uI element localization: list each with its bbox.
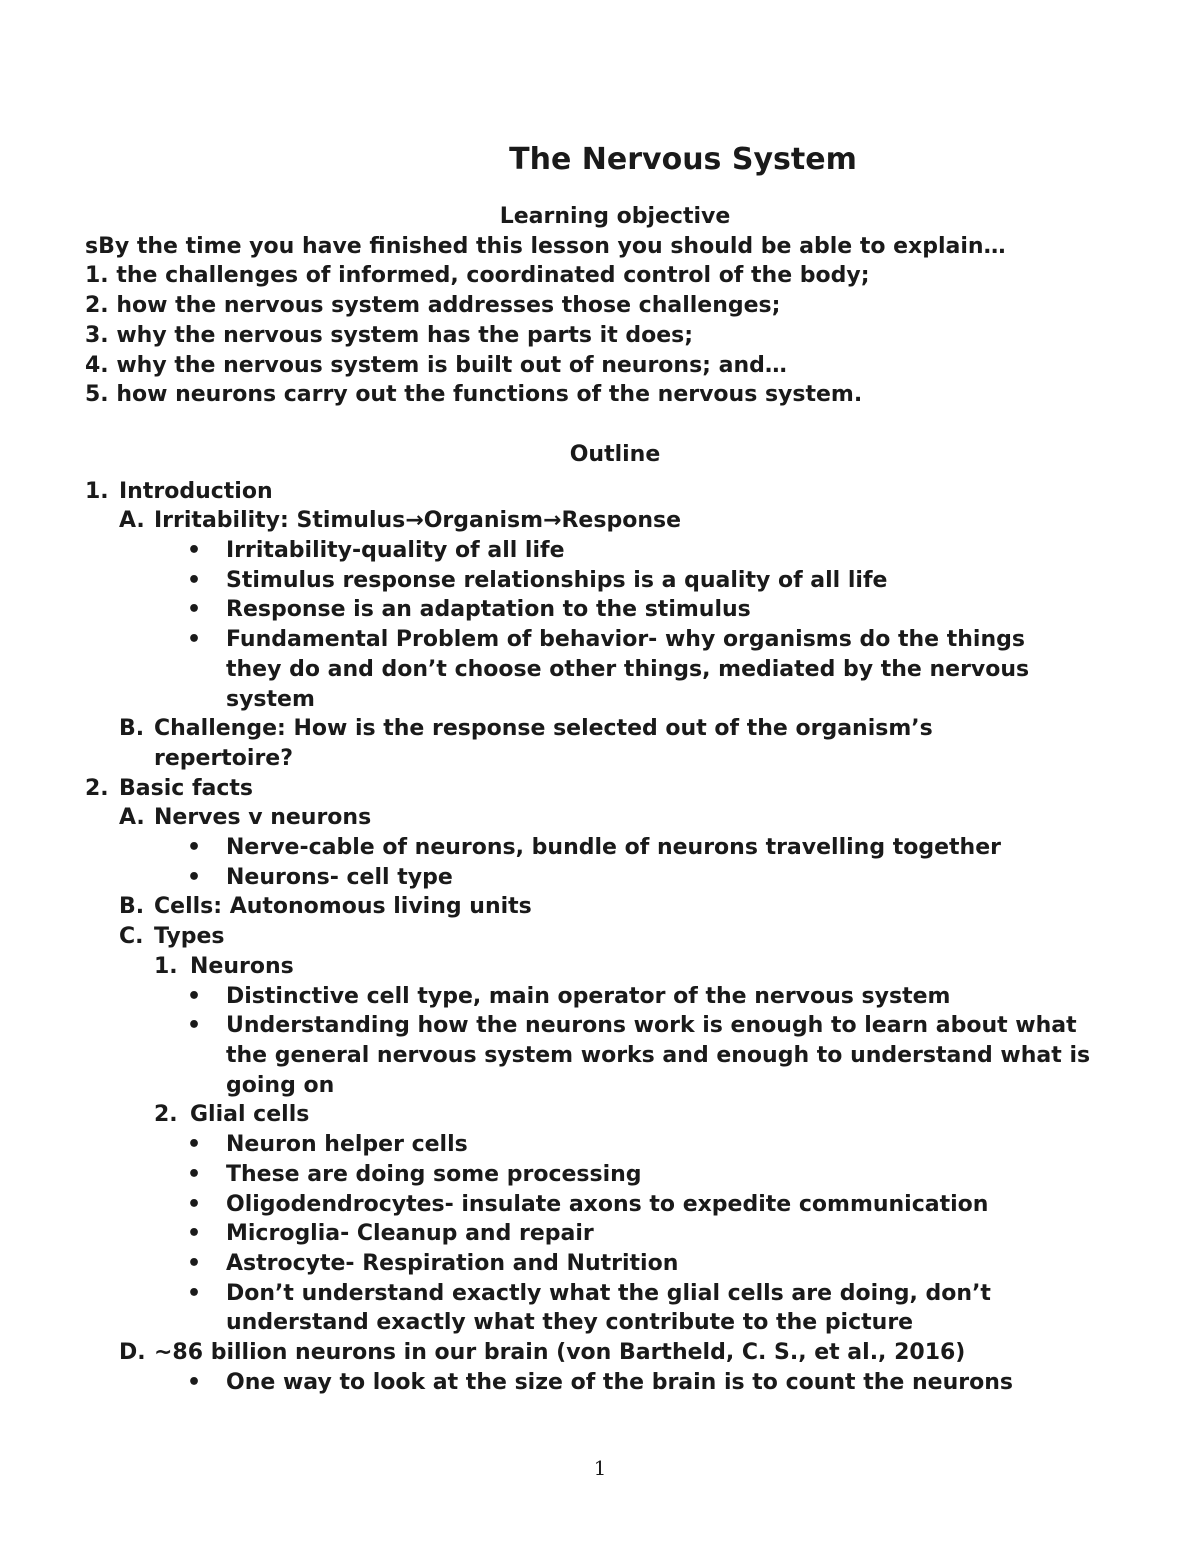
subsection-marker: A.	[119, 805, 145, 831]
subsubsection-number: 2.	[154, 1102, 178, 1128]
objective-item-number: 1.	[85, 263, 109, 289]
bullet-icon: •	[187, 864, 202, 890]
bullet-icon: •	[187, 1280, 202, 1306]
objective-item	[85, 321, 1145, 351]
subsubsection-number: 1.	[154, 953, 178, 979]
bullet-text: Don’t understand exactly what the glial cells are doing, don’t understand exactly what they contribute to the picture	[226, 1280, 991, 1336]
bullet-item	[85, 982, 1145, 1012]
bullet-text: Distinctive cell type, main operator of the nervous system	[226, 983, 951, 1009]
bullet-icon: •	[187, 538, 202, 564]
bullet-item	[85, 1279, 1145, 1338]
document-body	[85, 202, 1145, 1397]
bullet-item	[85, 1130, 1145, 1160]
bullet-text: Nerve-cable of neurons, bundle of neurons travelling together	[226, 835, 1001, 861]
objective-intro: sBy the time you have finished this lesson you should be able to explain…	[85, 233, 1006, 259]
objective-item-text: the challenges of informed, coordinated control of the body;	[116, 263, 870, 289]
outline-subsection	[85, 714, 1145, 773]
bullet-text: Astrocyte- Respiration and Nutrition	[226, 1250, 679, 1276]
bullet-item	[85, 566, 1145, 596]
objective-heading: Learning objective	[499, 204, 731, 229]
bullet-icon: •	[187, 597, 202, 623]
subsection-marker: B.	[119, 716, 145, 742]
objective-item-text: how the nervous system addresses those challenges;	[116, 293, 781, 319]
subsection-label: Nerves v neurons	[154, 805, 372, 831]
subsection-label: Irritability: Stimulus→Organism→Response	[154, 508, 681, 534]
subsection-label: Types	[154, 924, 225, 950]
bullet-item	[85, 1160, 1145, 1190]
objective-item-text: why the nervous system has the parts it does;	[116, 322, 694, 348]
bullet-item	[85, 863, 1145, 893]
bullet-text: Microglia- Cleanup and repair	[226, 1221, 594, 1247]
subsubsection-label: Glial cells	[190, 1102, 310, 1128]
outline-subsubsection	[85, 1100, 1145, 1130]
subsection-label: Cells: Autonomous living units	[154, 894, 532, 920]
outline-subsubsection	[85, 952, 1145, 982]
bullet-text: Irritability-quality of all life	[226, 538, 565, 564]
bullet-text: Neurons- cell type	[226, 864, 453, 890]
subsection-label: ~86 billion neurons in our brain (von Bartheld, C. S., et al., 2016)	[154, 1340, 966, 1366]
outline-section-introduction	[85, 477, 1145, 507]
objective-item-number: 2.	[85, 293, 109, 319]
bullet-icon: •	[187, 1161, 202, 1187]
bullet-item	[85, 1368, 1145, 1398]
objective-item-text: how neurons carry out the functions of the nervous system.	[116, 382, 863, 408]
bullet-item	[85, 536, 1145, 566]
outline-subsection	[85, 922, 1145, 952]
bullet-icon: •	[187, 983, 202, 1009]
outline-subsection	[85, 506, 1145, 536]
objective-item	[85, 351, 1145, 381]
subsection-marker: D.	[119, 1340, 146, 1366]
bullet-text: Understanding how the neurons work is enough to learn about what the general nervous system works and enough to understand what is going on	[226, 1013, 1091, 1098]
subsection-marker: C.	[119, 924, 144, 950]
bullet-text: Stimulus response relationships is a quality of all life	[226, 567, 888, 593]
bullet-text: Fundamental Problem of behavior- why organisms do the things they do and don’t choose other things, mediated by the nervous system	[226, 627, 1030, 712]
bullet-icon: •	[187, 1250, 202, 1276]
page-number: 1	[593, 1456, 607, 1480]
page-title: The Nervous System	[509, 142, 857, 177]
objective-item-text: why the nervous system is built out of neurons; and…	[116, 352, 787, 378]
bullet-icon: •	[187, 1369, 202, 1395]
subsection-marker: A.	[119, 508, 145, 534]
bullet-text: Neuron helper cells	[226, 1132, 468, 1158]
bullet-text: One way to look at the size of the brain is to count the neurons	[226, 1369, 1013, 1395]
objective-item-number: 3.	[85, 322, 109, 348]
section-number: 1.	[85, 478, 109, 504]
bullet-item	[85, 1011, 1145, 1100]
bullet-item	[85, 1249, 1145, 1279]
bullet-text: Response is an adaptation to the stimulus	[226, 597, 751, 623]
section-label: Introduction	[119, 478, 273, 504]
bullet-item	[85, 1190, 1145, 1220]
objective-item-number: 4.	[85, 352, 109, 378]
bullet-icon: •	[187, 1132, 202, 1158]
subsection-marker: B.	[119, 894, 145, 920]
bullet-icon: •	[187, 567, 202, 593]
bullet-item	[85, 625, 1145, 714]
objective-item	[85, 261, 1145, 291]
bullet-icon: •	[187, 835, 202, 861]
bullet-item	[85, 1219, 1145, 1249]
bullet-icon: •	[187, 1013, 202, 1039]
objective-item	[85, 291, 1145, 321]
bullet-item	[85, 833, 1145, 863]
bullet-icon: •	[187, 1191, 202, 1217]
objective-item	[85, 380, 1145, 410]
outline-subsection	[85, 892, 1145, 922]
outline-heading: Outline	[569, 441, 661, 467]
section-number: 2.	[85, 775, 109, 801]
outline-subsection	[85, 803, 1145, 833]
bullet-item	[85, 595, 1145, 625]
subsection-label: Challenge: How is the response selected out of the organism’s repertoire?	[154, 716, 933, 771]
subsubsection-label: Neurons	[190, 953, 294, 979]
bullet-icon: •	[187, 1221, 202, 1247]
section-label: Basic facts	[119, 775, 254, 801]
outline-section-basic-facts	[85, 774, 1145, 804]
objective-item-number: 5.	[85, 382, 109, 408]
bullet-icon: •	[187, 627, 202, 653]
bullet-text: These are doing some processing	[226, 1161, 642, 1187]
outline-subsection	[85, 1338, 1145, 1368]
bullet-text: Oligodendrocytes- insulate axons to expedite communication	[226, 1191, 989, 1217]
